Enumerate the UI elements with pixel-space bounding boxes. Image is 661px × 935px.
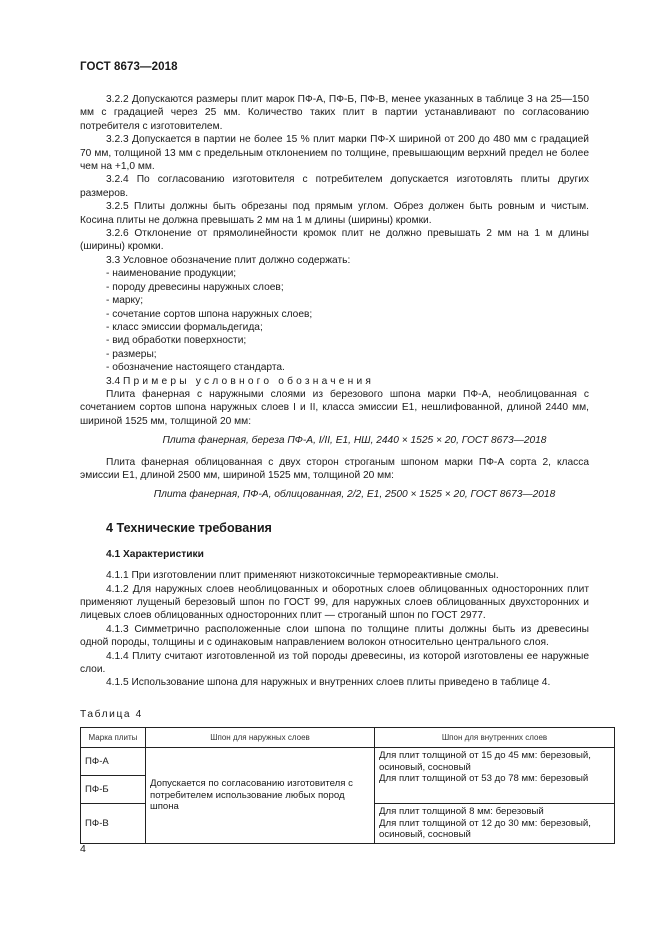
paragraph: 3.2.6 Отклонение от прямолинейности кромок плит не должно превышать 2 мм на 1 м длины (ширины) кромки. xyxy=(80,228,589,253)
examples-heading-text: Примеры условного обозначения xyxy=(123,375,375,387)
list-item: - вид обработки поверхности; xyxy=(106,335,247,347)
veneer-table xyxy=(80,727,615,844)
list-item: - наименование продукции; xyxy=(106,268,237,280)
list-item: - размеры; xyxy=(106,348,157,360)
paragraph: 3.3 Условное обозначение плит должно содержать: xyxy=(106,254,351,266)
example-designation: Плита фанерная, ПФ-А, облицованная, 2/2, Е1, 2500 × 1525 × 20, ГОСТ 8673—2018 xyxy=(153,489,556,501)
table-cell-inner: Для плит толщиной от 15 до 45 мм: березовый, осиновый, сосновый Для плит толщиной от 53 до 78 мм: березовый xyxy=(375,748,615,804)
page-number: 4 xyxy=(80,843,86,855)
table-header-cell: Шпон для наружных слоев xyxy=(146,728,375,748)
subsection-heading: 4.1 Характеристики xyxy=(106,548,204,560)
paragraph: 3.2.4 По согласованию изготовителя с потребителем допускается изготовлять плиты других размеров. xyxy=(80,174,589,199)
paragraph: 3.2.5 Плиты должны быть обрезаны под прямым углом. Обрез должен быть ровным и чистым. Косина плиты не должна превышать 2 мм на 1 м длины (ширины) кромки. xyxy=(80,201,589,226)
example-text: Плита фанерная с наружными слоями из березового шпона марки ПФ-А, необлицованная с сочетанием сортов шпона наружных слоев I и II, класса эмиссии Е1, нешлифованной, длиной 2440 мм, шириной 1525 мм, толщиной 20 мм: xyxy=(80,388,589,427)
table-row xyxy=(81,748,615,776)
paragraph: 4.1.2 Для наружных слоев необлицованных и оборотных слоев облицованных односторонних плит применяют лущеный березовый шпон по ГОСТ 99, для наружных слоев облицованных двухсторонних и лицевых слоев облицованных односторонних плит — строганый шпон по ГОСТ 2977. xyxy=(80,583,589,622)
table-cell-mark: ПФ-А xyxy=(81,748,146,776)
example-text: Плита фанерная облицованная с двух сторон строганым шпоном марки ПФ-А сорта 2, класса эмиссии Е1, длиной 2500 мм, шириной 1525 мм, толщиной 20 мм: xyxy=(80,456,589,481)
paragraph: 3.2.2 Допускаются размеры плит марок ПФ-А, ПФ-Б, ПФ-В, менее указанных в таблице 3 на 25—150 мм с градацией через 25 мм. Количество таких плит в партии устанавливают по согласованию потребителя с изготовителем. xyxy=(80,94,589,132)
examples-heading xyxy=(80,375,589,388)
table-caption: Таблица 4 xyxy=(80,708,143,720)
page-content xyxy=(80,93,589,844)
table-cell-mark: ПФ-Б xyxy=(81,776,146,804)
table-header-cell: Марка плиты xyxy=(81,728,146,748)
list-item: - сочетание сортов шпона наружных слоев; xyxy=(106,308,313,320)
examples-heading-number: 3.4 xyxy=(106,375,121,387)
list-item: - породу древесины наружных слоев; xyxy=(106,281,284,293)
paragraph: 4.1.4 Плиту считают изготовленной из той породы древесины, из которой изготовлены ее наружные слои. xyxy=(80,650,589,676)
list-item: - марку; xyxy=(106,295,144,307)
table-cell-inner: Для плит толщиной 8 мм: березовый Для плит толщиной от 12 до 30 мм: березовый, осиновый, сосновый xyxy=(375,804,615,844)
page-header: ГОСТ 8673—2018 xyxy=(80,61,178,73)
table-header-row xyxy=(81,728,615,748)
section-heading: 4 Технические требования xyxy=(106,520,272,535)
paragraph: 4.1.5 Использование шпона для наружных и внутренних слоев плиты приведено в таблице 4. xyxy=(106,677,551,689)
list-item: - класс эмиссии формальдегида; xyxy=(106,321,263,333)
table-header-cell: Шпон для внутренних слоев xyxy=(375,728,615,748)
table-cell-outer: Допускается по согласованию изготовителя с потребителем использование любых пород шпона xyxy=(146,748,375,844)
paragraph: 4.1.1 При изготовлении плит применяют низкотоксичные термореактивные смолы. xyxy=(106,570,499,582)
paragraph: 4.1.3 Симметрично расположенные слои шпона по толщине плиты должны быть из древесины одной породы, толщины и с одинаковым направлением волокон относительно центрального слоя. xyxy=(80,623,589,649)
list-item: - обозначение настоящего стандарта. xyxy=(106,362,285,374)
table-cell-mark: ПФ-В xyxy=(81,804,146,844)
paragraph: 3.2.3 Допускается в партии не более 15 % плит марки ПФ-Х шириной от 200 до 480 мм с градацией 70 мм, толщиной 13 мм с предельным отклонением по толщине, превышающим верхний предел не более чем на +1,0 мм. xyxy=(80,134,589,173)
example-designation: Плита фанерная, береза ПФ-А, I/II, Е1, НШ, 2440 × 1525 × 20, ГОСТ 8673—2018 xyxy=(162,435,547,447)
